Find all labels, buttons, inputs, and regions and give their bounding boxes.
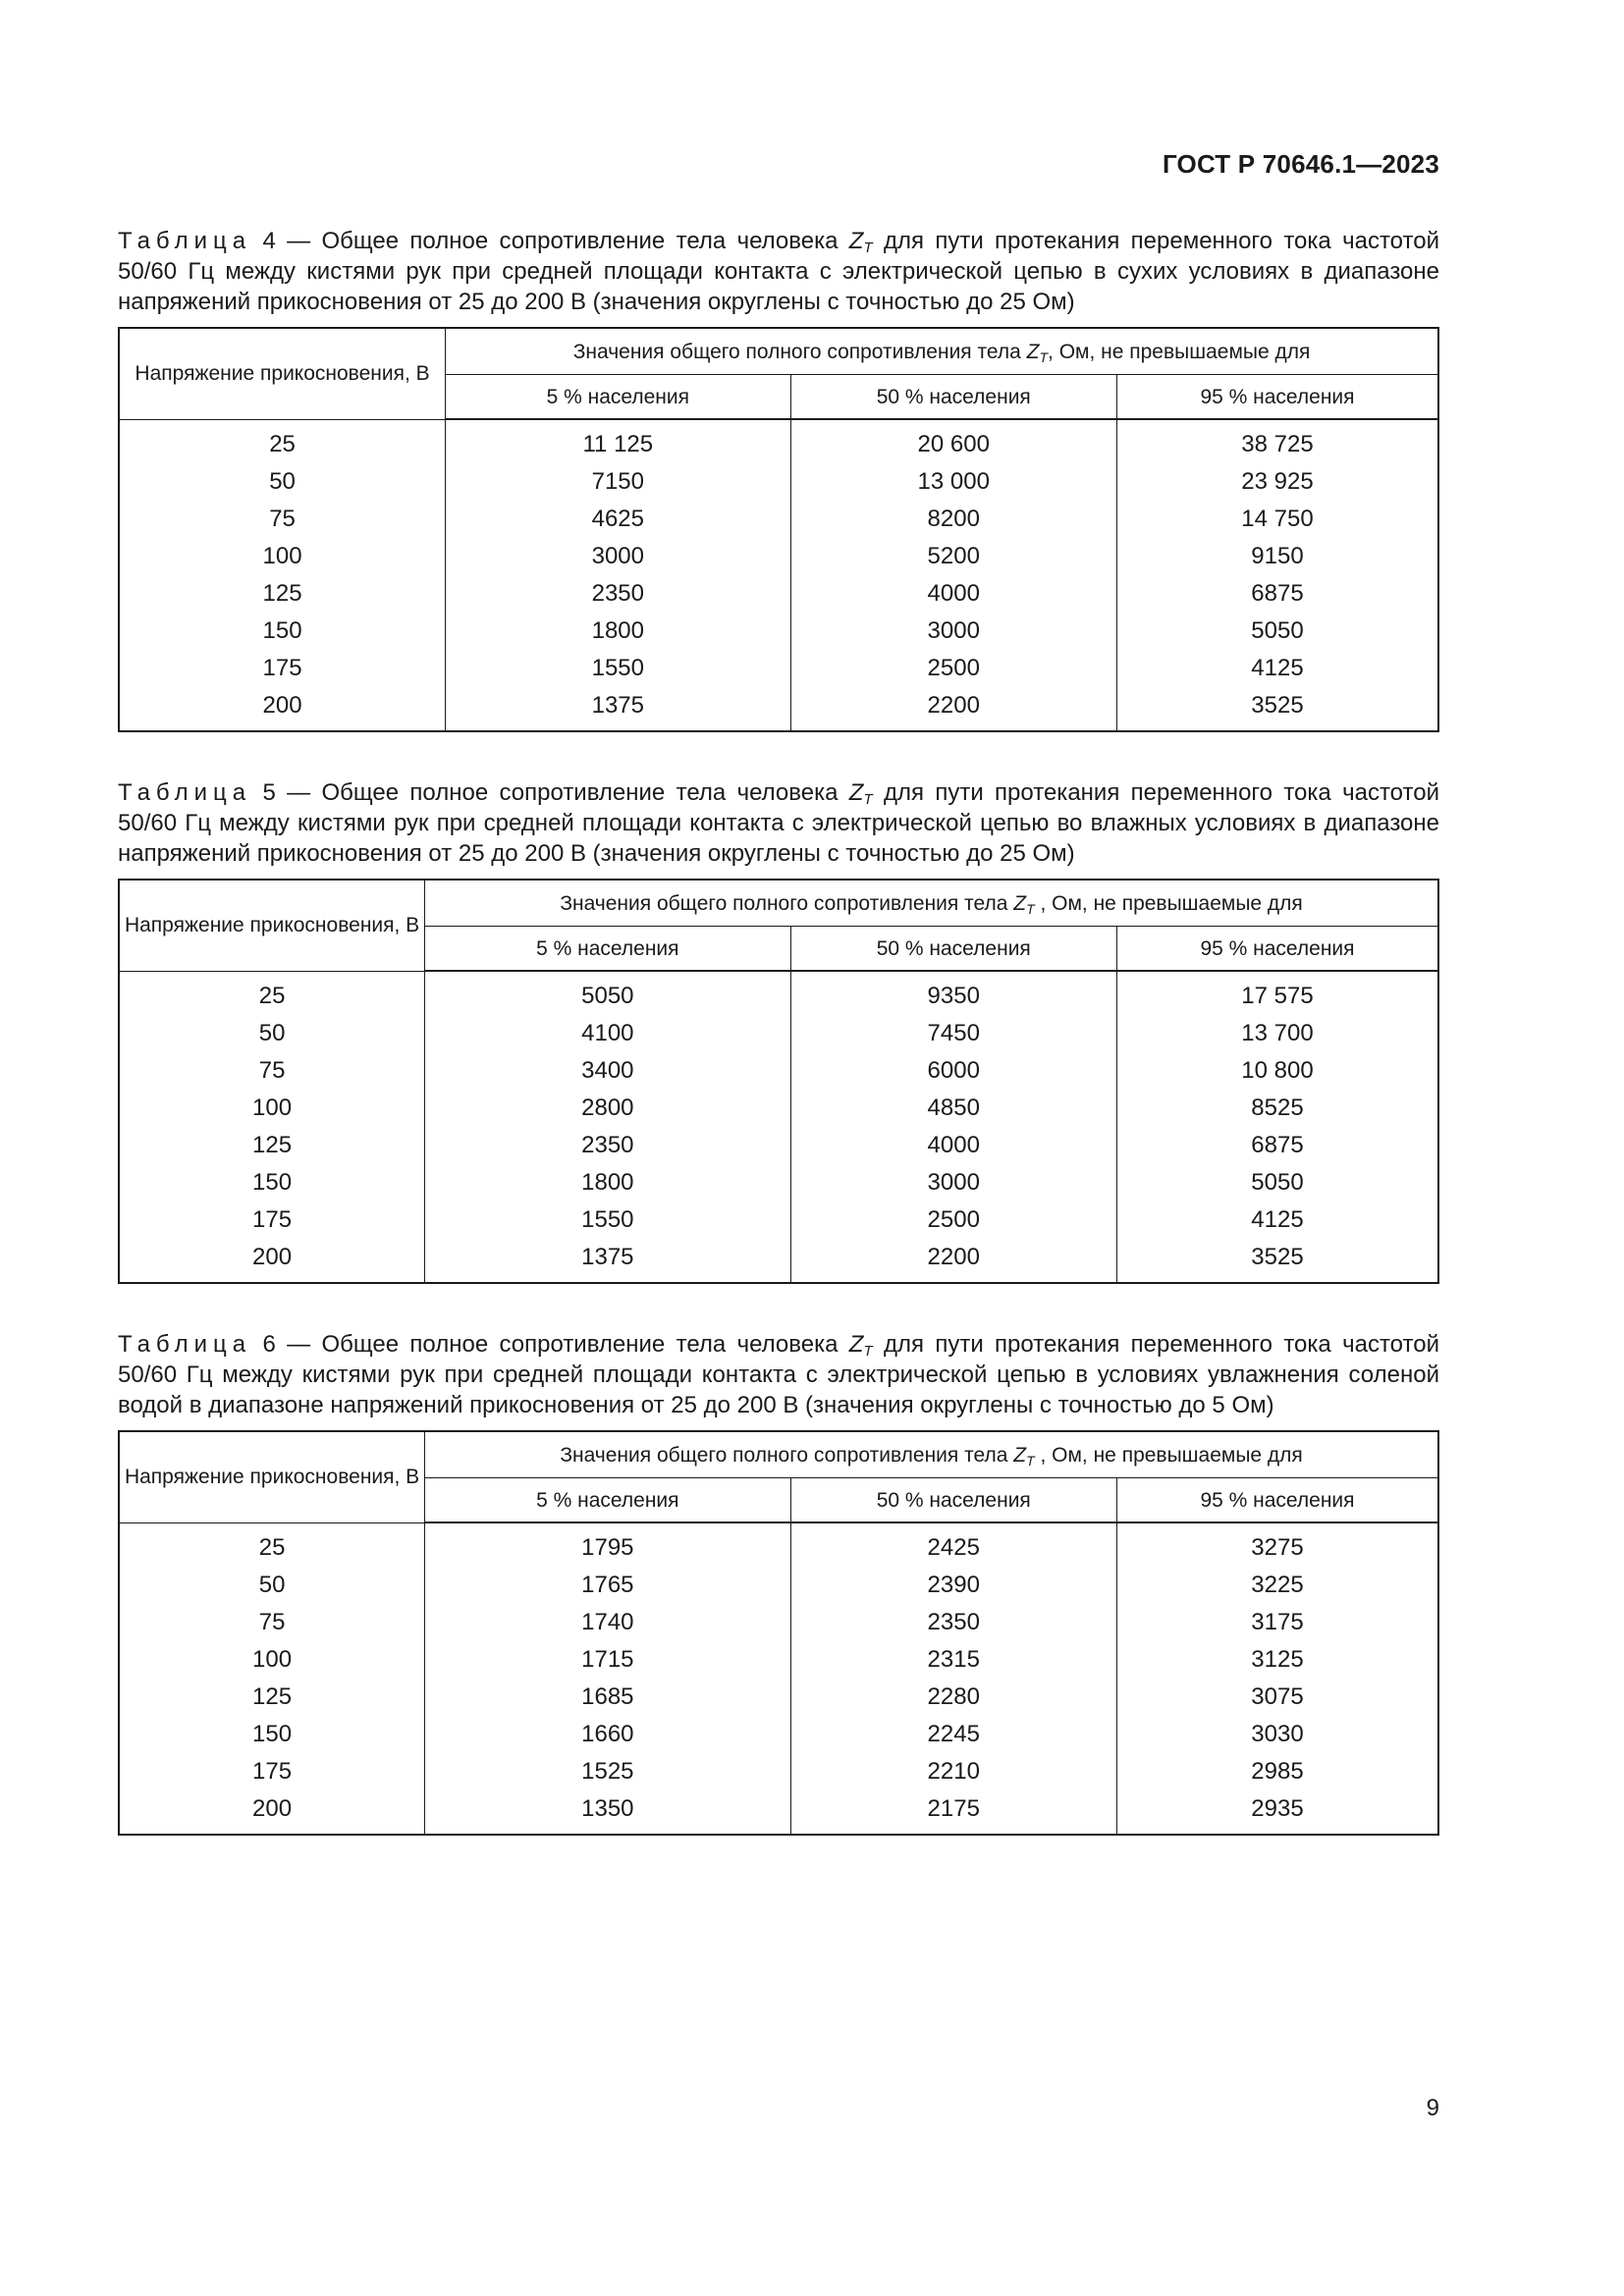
cell-95-percent: 3275 xyxy=(1116,1522,1438,1567)
table-row xyxy=(119,501,1438,538)
cell-95-percent: 5050 xyxy=(1116,1164,1438,1201)
cell-voltage: 200 xyxy=(119,687,446,731)
table-row xyxy=(119,538,1438,575)
cell-50-percent: 13 000 xyxy=(790,463,1116,501)
cell-5-percent: 1740 xyxy=(425,1604,790,1641)
group-header-text-pre: Значения общего полного сопротивления тела xyxy=(572,340,1027,363)
cell-95-percent: 4125 xyxy=(1116,1201,1438,1239)
table-label: Таблица xyxy=(118,779,252,806)
group-header xyxy=(425,1431,1438,1478)
caption-text-pre: — Общее полное сопротивление тела человека xyxy=(275,228,849,254)
table-row xyxy=(119,463,1438,501)
cell-50-percent: 3000 xyxy=(790,613,1116,650)
impedance-subscript: T xyxy=(863,791,873,808)
table-number: 4 xyxy=(262,228,276,254)
col-header-95-percent: 95 % населения xyxy=(1116,927,1438,972)
table-caption xyxy=(118,226,1439,317)
group-header xyxy=(446,328,1438,375)
table-row xyxy=(119,1522,1438,1567)
table-row xyxy=(119,419,1438,463)
cell-5-percent: 1800 xyxy=(425,1164,790,1201)
cell-50-percent: 4000 xyxy=(790,1127,1116,1164)
impedance-subscript: T xyxy=(1026,900,1035,917)
cell-5-percent: 1685 xyxy=(425,1679,790,1716)
cell-50-percent: 2200 xyxy=(790,687,1116,731)
impedance-subscript: T xyxy=(863,240,873,256)
cell-voltage: 25 xyxy=(119,1522,425,1567)
table-row xyxy=(119,1127,1438,1164)
impedance-table xyxy=(118,327,1439,732)
table-row xyxy=(119,1052,1438,1090)
cell-voltage: 25 xyxy=(119,971,425,1015)
impedance-symbol: Z xyxy=(1013,891,1027,915)
caption-text-post: для пути протекания переменного тока частотой 50/60 Гц между кистями рук при средней площади контакта с электрической цепью в условиях увлажнения соленой водой в диапазоне напряжений прикосновения от 25 до 200 В (значения округлены с точностью до 5 Ом) xyxy=(118,1331,1439,1418)
group-header-text-post: , Ом, не превышаемые для xyxy=(1048,340,1311,363)
table-number: 5 xyxy=(262,779,276,806)
table-caption xyxy=(118,777,1439,869)
cell-95-percent: 2985 xyxy=(1116,1753,1438,1790)
cell-50-percent: 2350 xyxy=(790,1604,1116,1641)
caption-text-pre: — Общее полное сопротивление тела человека xyxy=(275,779,849,806)
cell-95-percent: 5050 xyxy=(1116,613,1438,650)
table-row xyxy=(119,613,1438,650)
cell-50-percent: 20 600 xyxy=(790,419,1116,463)
impedance-symbol: Z xyxy=(848,228,864,254)
cell-95-percent: 3225 xyxy=(1116,1567,1438,1604)
cell-voltage: 100 xyxy=(119,1090,425,1127)
cell-95-percent: 14 750 xyxy=(1116,501,1438,538)
impedance-symbol: Z xyxy=(1013,1443,1027,1467)
table-label: Таблица xyxy=(118,228,252,254)
cell-5-percent: 5050 xyxy=(425,971,790,1015)
cell-voltage: 75 xyxy=(119,501,446,538)
cell-voltage: 25 xyxy=(119,419,446,463)
table-row xyxy=(119,1090,1438,1127)
table-row xyxy=(119,1790,1438,1835)
cell-95-percent: 3125 xyxy=(1116,1641,1438,1679)
cell-voltage: 125 xyxy=(119,575,446,613)
table-row xyxy=(119,575,1438,613)
cell-95-percent: 6875 xyxy=(1116,575,1438,613)
cell-50-percent: 2425 xyxy=(790,1522,1116,1567)
col-header-95-percent: 95 % населения xyxy=(1116,375,1438,420)
document-code: ГОСТ Р 70646.1—2023 xyxy=(1162,149,1439,179)
group-header-text-post: , Ом, не превышаемые для xyxy=(1034,1443,1303,1467)
table-number: 6 xyxy=(262,1331,276,1358)
cell-50-percent: 2280 xyxy=(790,1679,1116,1716)
cell-voltage: 75 xyxy=(119,1052,425,1090)
col-header-50-percent: 50 % населения xyxy=(790,375,1116,420)
col-header-95-percent: 95 % населения xyxy=(1116,1478,1438,1523)
impedance-subscript: T xyxy=(1026,1452,1035,1468)
table-block-5 xyxy=(118,777,1439,1284)
cell-95-percent: 17 575 xyxy=(1116,971,1438,1015)
table-label: Таблица xyxy=(118,1331,252,1358)
cell-5-percent: 2350 xyxy=(425,1127,790,1164)
cell-95-percent: 38 725 xyxy=(1116,419,1438,463)
cell-5-percent: 11 125 xyxy=(446,419,790,463)
table-row xyxy=(119,1015,1438,1052)
caption-text-pre: — Общее полное сопротивление тела человека xyxy=(275,1331,849,1358)
col-header-voltage: Напряжение прикосновения, В xyxy=(119,328,446,419)
cell-voltage: 75 xyxy=(119,1604,425,1641)
table-row xyxy=(119,1716,1438,1753)
col-header-voltage: Напряжение прикосновения, В xyxy=(119,1431,425,1522)
group-header-text-pre: Значения общего полного сопротивления тела xyxy=(560,1443,1014,1467)
cell-50-percent: 2390 xyxy=(790,1567,1116,1604)
cell-5-percent: 1660 xyxy=(425,1716,790,1753)
cell-voltage: 150 xyxy=(119,1716,425,1753)
impedance-subscript: T xyxy=(863,1343,873,1360)
cell-95-percent: 4125 xyxy=(1116,650,1438,687)
table-block-6 xyxy=(118,1329,1439,1836)
cell-voltage: 175 xyxy=(119,1201,425,1239)
col-header-voltage: Напряжение прикосновения, В xyxy=(119,880,425,971)
cell-5-percent: 2800 xyxy=(425,1090,790,1127)
table-caption xyxy=(118,1329,1439,1420)
cell-5-percent: 4625 xyxy=(446,501,790,538)
cell-voltage: 200 xyxy=(119,1790,425,1835)
cell-voltage: 100 xyxy=(119,1641,425,1679)
impedance-symbol: Z xyxy=(1026,340,1040,363)
table-block-4 xyxy=(118,226,1439,732)
impedance-table xyxy=(118,1430,1439,1836)
cell-95-percent: 3525 xyxy=(1116,1239,1438,1283)
table-row xyxy=(119,1567,1438,1604)
cell-95-percent: 3075 xyxy=(1116,1679,1438,1716)
cell-95-percent: 8525 xyxy=(1116,1090,1438,1127)
cell-voltage: 50 xyxy=(119,463,446,501)
cell-5-percent: 3400 xyxy=(425,1052,790,1090)
cell-5-percent: 1795 xyxy=(425,1522,790,1567)
cell-95-percent: 6875 xyxy=(1116,1127,1438,1164)
table-row xyxy=(119,687,1438,731)
cell-5-percent: 7150 xyxy=(446,463,790,501)
cell-50-percent: 9350 xyxy=(790,971,1116,1015)
cell-voltage: 50 xyxy=(119,1015,425,1052)
cell-5-percent: 1800 xyxy=(446,613,790,650)
cell-5-percent: 1525 xyxy=(425,1753,790,1790)
cell-50-percent: 2315 xyxy=(790,1641,1116,1679)
cell-50-percent: 2210 xyxy=(790,1753,1116,1790)
table-row xyxy=(119,650,1438,687)
cell-50-percent: 5200 xyxy=(790,538,1116,575)
cell-50-percent: 2500 xyxy=(790,1201,1116,1239)
impedance-symbol: Z xyxy=(848,1331,864,1358)
impedance-table xyxy=(118,879,1439,1284)
cell-95-percent: 3030 xyxy=(1116,1716,1438,1753)
col-header-5-percent: 5 % населения xyxy=(425,927,790,972)
table-row xyxy=(119,971,1438,1015)
cell-95-percent: 13 700 xyxy=(1116,1015,1438,1052)
table-row xyxy=(119,1679,1438,1716)
cell-5-percent: 1375 xyxy=(425,1239,790,1283)
col-header-50-percent: 50 % населения xyxy=(790,927,1116,972)
cell-voltage: 150 xyxy=(119,613,446,650)
cell-voltage: 125 xyxy=(119,1127,425,1164)
cell-95-percent: 9150 xyxy=(1116,538,1438,575)
cell-95-percent: 3525 xyxy=(1116,687,1438,731)
cell-voltage: 150 xyxy=(119,1164,425,1201)
col-header-5-percent: 5 % населения xyxy=(446,375,790,420)
cell-5-percent: 1765 xyxy=(425,1567,790,1604)
table-row xyxy=(119,1164,1438,1201)
cell-95-percent: 3175 xyxy=(1116,1604,1438,1641)
cell-50-percent: 3000 xyxy=(790,1164,1116,1201)
table-row xyxy=(119,1201,1438,1239)
cell-50-percent: 2245 xyxy=(790,1716,1116,1753)
cell-50-percent: 4000 xyxy=(790,575,1116,613)
cell-5-percent: 3000 xyxy=(446,538,790,575)
cell-5-percent: 1375 xyxy=(446,687,790,731)
cell-voltage: 175 xyxy=(119,650,446,687)
cell-95-percent: 23 925 xyxy=(1116,463,1438,501)
cell-50-percent: 2500 xyxy=(790,650,1116,687)
cell-50-percent: 4850 xyxy=(790,1090,1116,1127)
cell-5-percent: 1550 xyxy=(446,650,790,687)
impedance-subscript: T xyxy=(1039,348,1049,365)
cell-50-percent: 8200 xyxy=(790,501,1116,538)
page-number: 9 xyxy=(1426,2095,1439,2121)
table-row xyxy=(119,1641,1438,1679)
cell-50-percent: 2200 xyxy=(790,1239,1116,1283)
cell-voltage: 125 xyxy=(119,1679,425,1716)
cell-voltage: 200 xyxy=(119,1239,425,1283)
cell-95-percent: 10 800 xyxy=(1116,1052,1438,1090)
group-header-text-pre: Значения общего полного сопротивления тела xyxy=(560,891,1014,915)
cell-50-percent: 6000 xyxy=(790,1052,1116,1090)
table-row xyxy=(119,1753,1438,1790)
cell-voltage: 100 xyxy=(119,538,446,575)
col-header-50-percent: 50 % населения xyxy=(790,1478,1116,1523)
cell-95-percent: 2935 xyxy=(1116,1790,1438,1835)
group-header-text-post: , Ом, не превышаемые для xyxy=(1034,891,1303,915)
table-row xyxy=(119,1604,1438,1641)
caption-text-post: для пути протекания переменного тока частотой 50/60 Гц между кистями рук при средней площади контакта с электрической цепью во влажных условиях в диапазоне напряжений прикосновения от 25 до 200 В (значения округлены с точностью до 25 Ом) xyxy=(118,779,1439,867)
cell-5-percent: 1550 xyxy=(425,1201,790,1239)
cell-5-percent: 4100 xyxy=(425,1015,790,1052)
cell-5-percent: 1715 xyxy=(425,1641,790,1679)
col-header-5-percent: 5 % населения xyxy=(425,1478,790,1523)
impedance-symbol: Z xyxy=(848,779,864,806)
caption-text-post: для пути протекания переменного тока частотой 50/60 Гц между кистями рук при средней площади контакта с электрической цепью в сухих условиях в диапазоне напряжений прикосновения от 25 до 200 В (значения округлены с точностью до 25 Ом) xyxy=(118,228,1439,315)
table-row xyxy=(119,1239,1438,1283)
cell-voltage: 50 xyxy=(119,1567,425,1604)
cell-voltage: 175 xyxy=(119,1753,425,1790)
cell-5-percent: 1350 xyxy=(425,1790,790,1835)
cell-5-percent: 2350 xyxy=(446,575,790,613)
group-header xyxy=(425,880,1438,927)
cell-50-percent: 2175 xyxy=(790,1790,1116,1835)
cell-50-percent: 7450 xyxy=(790,1015,1116,1052)
